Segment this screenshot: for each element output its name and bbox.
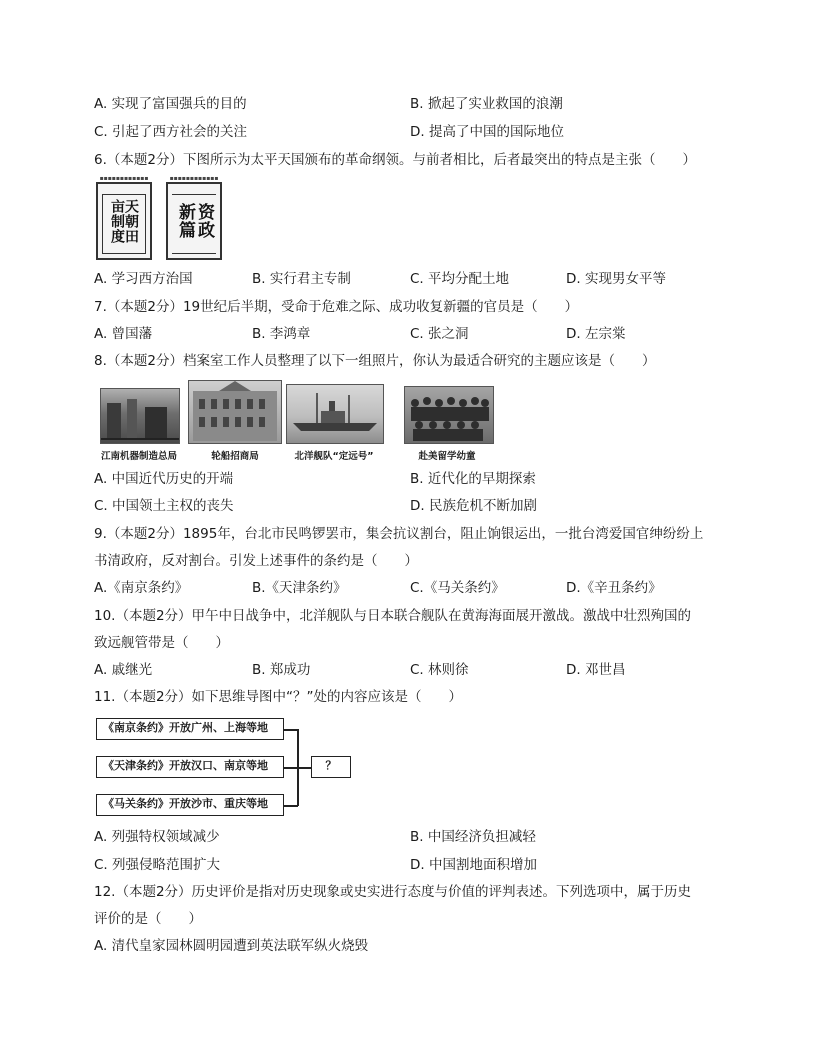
q6-option-a: A. 学习西方治国 [94,271,193,287]
connector-line [284,767,298,769]
q9-stem-line1: 9.（本题2分）1895年，台北市民鸣锣罢市，集会抗议割台，阻止饷银运出，一批台湾爱国官绅纷纷上 [94,526,704,542]
q7-stem: 7.（本题2分）19世纪后半期，受命于危难之际、成功收复新疆的官员是（ ） [94,299,579,315]
caption-dingyuan-ship: 北洋舰队“定远号” [294,451,374,462]
photo-jiangnan-arsenal [100,388,180,444]
q5-option-a: A. 实现了富国强兵的目的 [94,96,247,112]
q11-option-b: B. 中国经济负担减轻 [410,829,536,845]
q11-option-d: D. 中国割地面积增加 [410,857,537,873]
connector-line [297,767,311,769]
q8-stem: 8.（本题2分）档案室工作人员整理了以下一组照片，你认为最适合研究的主题应该是（ ） [94,353,656,369]
q9-option-a: A.《南京条约》 [94,580,189,596]
q8-option-c: C. 中国领土主权的丧失 [94,498,234,514]
q5-option-c: C. 引起了西方社会的关注 [94,124,248,140]
q12-option-a: A. 清代皇家园林圆明园遭到英法联军纵火烧毁 [94,938,369,954]
q11-option-c: C. 列强侵略范围扩大 [94,857,221,873]
q5-option-b: B. 掀起了实业救国的浪潮 [410,96,563,112]
q10-option-a: A. 戚继光 [94,662,153,678]
photo-dingyuan-ship [286,384,384,444]
q7-option-c: C. 张之洞 [410,326,469,342]
mind-map-box-nanjing: 《南京条约》开放广州、上海等地 [96,718,284,740]
photo-china-merchants [188,380,282,444]
q10-option-c: C. 林则徐 [410,662,469,678]
q8-option-b: B. 近代化的早期探索 [410,471,536,487]
book-zizheng: ▪▪▪▪▪▪▪▪▪▪▪▪ 资政新篇 [166,182,222,260]
q6-option-c: C. 平均分配土地 [410,271,510,287]
book-zizheng-title: 资政新篇 [175,203,214,239]
q10-option-b: B. 郑成功 [252,662,311,678]
q6-figure [96,175,228,262]
q7-option-d: D. 左宗棠 [566,326,626,342]
q6-option-d: D. 实现男女平等 [566,271,666,287]
q10-option-d: D. 邓世昌 [566,662,626,678]
q9-option-d: D.《辛丑条约》 [566,580,662,596]
caption-jiangnan-arsenal: 江南机器制造总局 [100,451,177,462]
mind-map-target-box: ？ [311,756,351,778]
q11-mind-map [96,714,356,818]
q12-stem-line2: 评价的是（ ） [94,911,202,927]
q12-stem-line1: 12.（本题2分）历史评价是指对历史现象或史实进行态度与价值的评判表述。下列选项中，属于历史 [94,884,692,900]
q11-stem: 11.（本题2分）如下思维导图中“？”处的内容应该是（ ） [94,689,463,705]
q5-option-d: D. 提高了中国的国际地位 [410,124,564,140]
q9-option-b: B.《天津条约》 [252,580,347,596]
mind-map-box-tianjin: 《天津条约》开放汉口、南京等地 [96,756,284,778]
mind-map-box-maguan: 《马关条约》开放沙市、重庆等地 [96,794,284,816]
q6-option-b: B. 实行君主专制 [252,271,351,287]
q7-option-b: B. 李鸿章 [252,326,311,342]
q10-stem-line2: 致远舰管带是（ ） [94,635,229,651]
caption-study-abroad-children: 赴美留学幼童 [418,451,476,462]
q11-option-a: A. 列强特权领域减少 [94,829,220,845]
caption-china-merchants: 轮船招商局 [211,451,259,462]
q8-option-a: A. 中国近代历史的开端 [94,471,234,487]
q8-photo-group [96,380,496,462]
q6-stem: 6.（本题2分）下图所示为太平天国颁布的革命纲领。与前者相比，后者最突出的特点是主张（ ） [94,152,696,168]
connector-line [284,729,298,731]
q8-option-d: D. 民族危机不断加剧 [410,498,537,514]
book-tianchao: ▪▪▪▪▪▪▪▪▪▪▪▪ 天朝田亩制度 [96,182,152,260]
photo-study-abroad-children [404,386,494,444]
connector-line [284,805,298,807]
book-tianchao-title: 天朝田亩制度 [109,199,139,244]
q10-stem-line1: 10.（本题2分）甲午中日战争中，北洋舰队与日本联合舰队在黄海海面展开激战。激战中壮烈殉国的 [94,608,692,624]
q9-option-c: C.《马关条约》 [410,580,505,596]
q7-option-a: A. 曾国藩 [94,326,153,342]
q9-stem-line2: 书清政府，反对割台。引发上述事件的条约是（ ） [94,553,418,569]
